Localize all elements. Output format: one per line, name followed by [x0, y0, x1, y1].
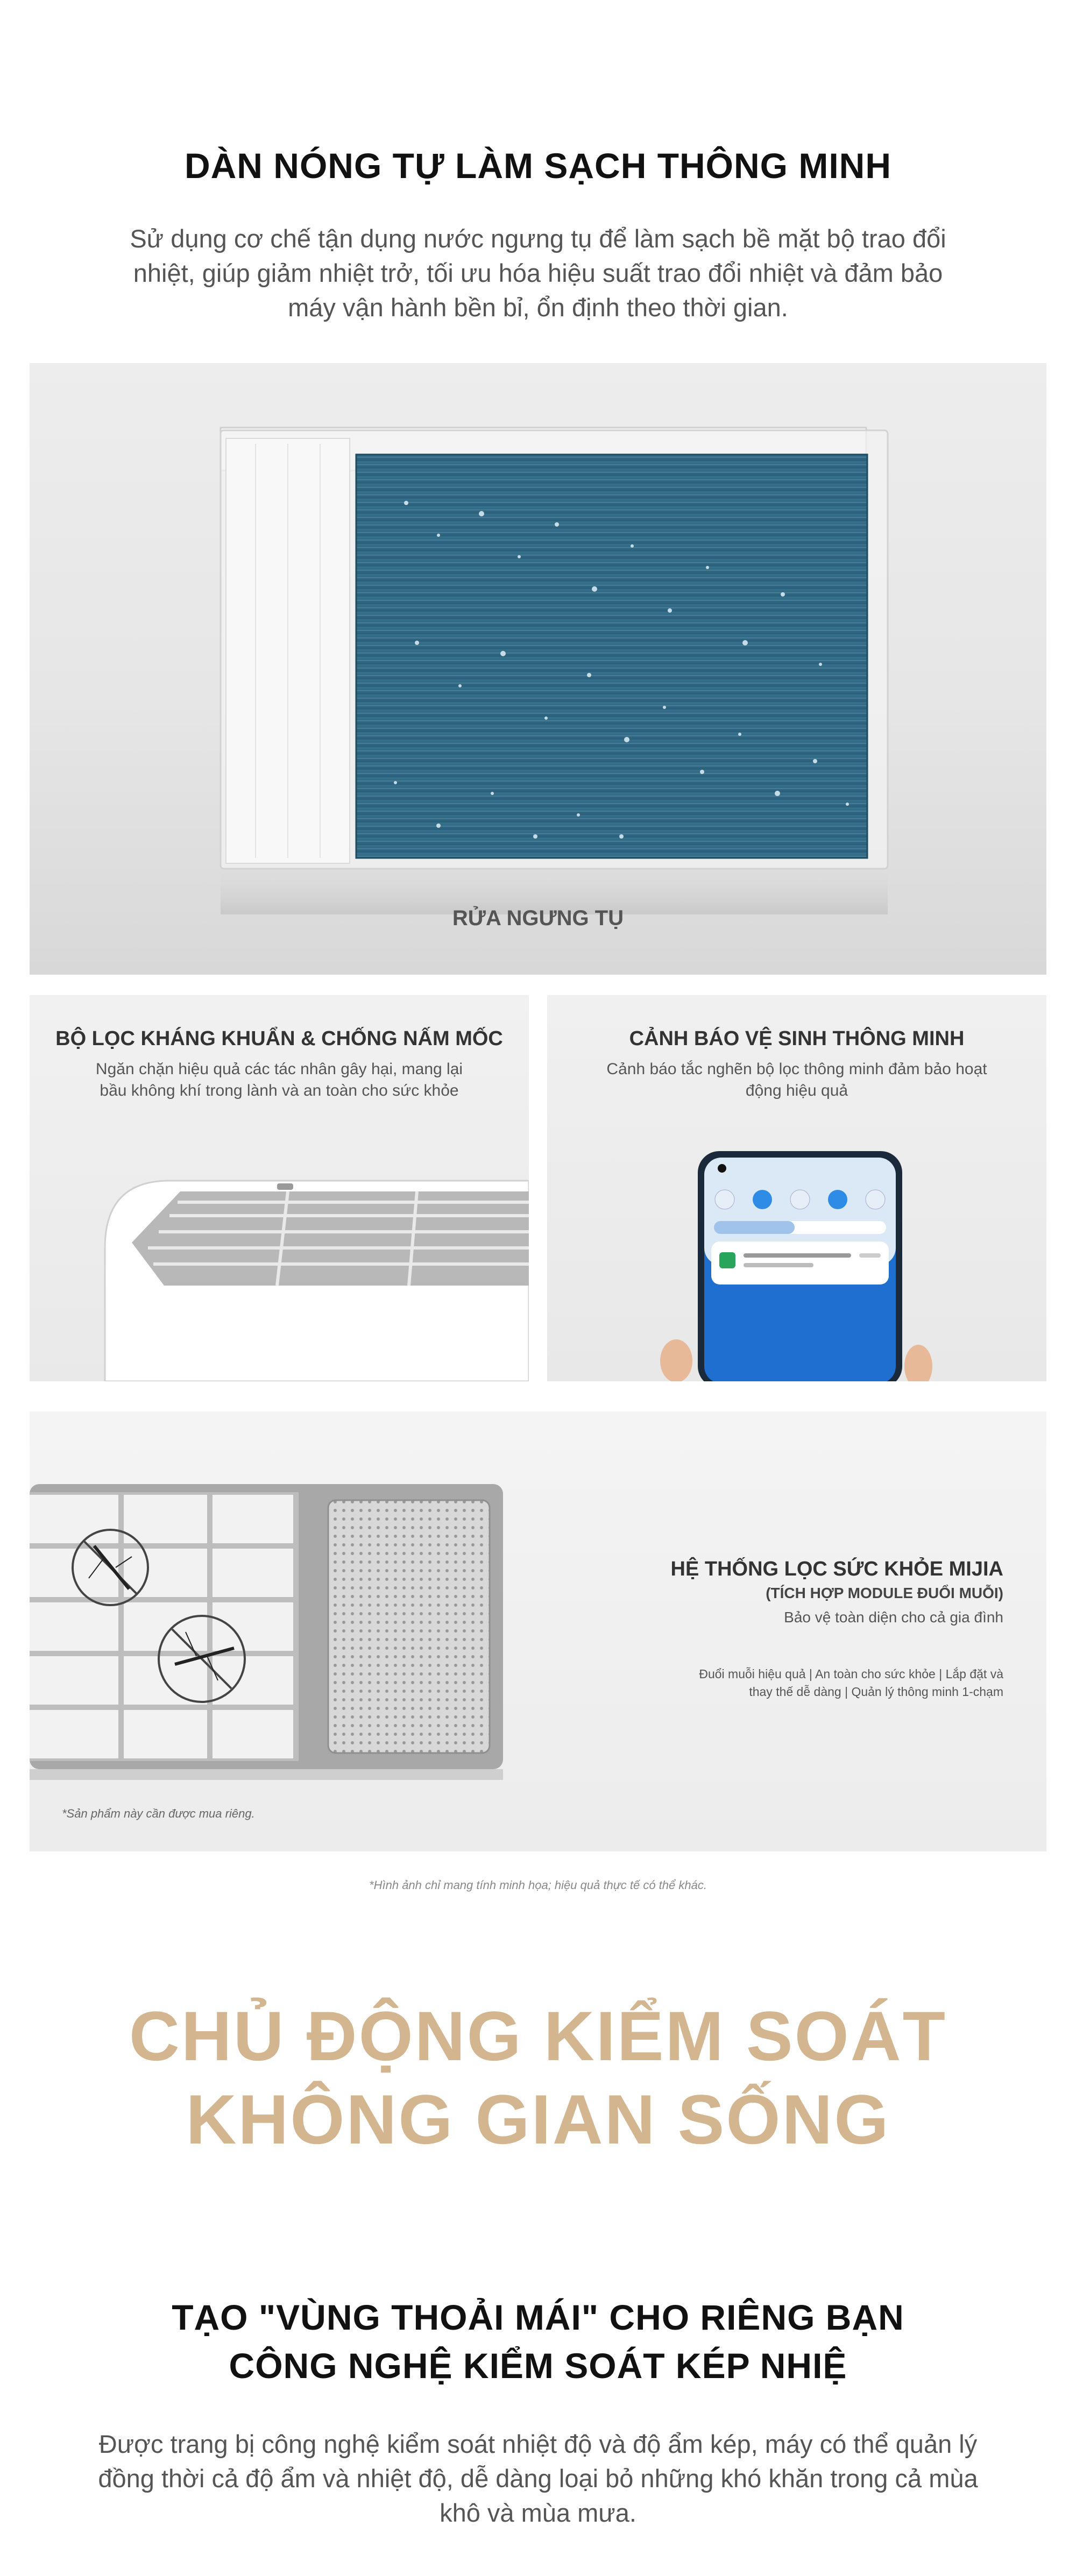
mijia-title: HỆ THỐNG LỌC SỨC KHỎE MIJIA — [670, 1558, 1003, 1580]
description-line: Ngăn chặn hiệu quả các tác nhân gây hại, mang lại — [95, 1060, 463, 1078]
condenser-cleaning-image — [30, 363, 1046, 975]
description-line: Được trang bị công nghệ kiểm soát nhiệt độ và độ ẩm kép, máy có thể quản lý — [98, 2430, 978, 2458]
feature-line: Đuổi muỗi hiệu quả | An toàn cho sức khỏe | Lắp đặt và — [699, 1667, 1003, 1681]
mijia-health-filtration-panel — [30, 1411, 1046, 1851]
section-description-dual-control — [54, 2427, 1022, 2530]
headline-line-2: KHÔNG GIAN SỐNG — [186, 2080, 890, 2159]
section-title-dual-control: CÔNG NGHỆ KIỂM SOÁT KÉP NHIỆ — [229, 2346, 847, 2386]
description-line: Sử dụng cơ chế tận dụng nước ngưng tụ để làm sạch bề mặt bộ trao đổi — [130, 224, 946, 253]
description-line: Cảnh báo tắc nghẽn bộ lọc thông minh đảm bảo hoạt — [606, 1060, 987, 1078]
mijia-features — [616, 1665, 1003, 1701]
image-caption: RỬA NGƯNG TỤ — [452, 906, 624, 930]
outdoor-unit-illustration — [30, 363, 1046, 975]
indoor-unit-filter-illustration — [30, 995, 529, 1381]
mijia-tagline: Bảo vệ toàn diện cho cả gia đình — [784, 1609, 1003, 1626]
phone-notification-illustration — [547, 995, 1046, 1381]
headline-line-1: CHỦ ĐỘNG KIỂM SOÁT — [129, 1997, 947, 2075]
sold-separately-note: *Sản phẩm này cần được mua riêng. — [62, 1807, 255, 1820]
illustration-disclaimer: *Hình ảnh chỉ mang tính minh họa; hiệu quả thực tế có thể khác. — [369, 1878, 707, 1892]
description-line: bầu không khí trong lành và an toàn cho sức khỏe — [100, 1082, 459, 1099]
section-title-comfort-zone: TẠO "VÙNG THOẢI MÁI" CHO RIÊNG BẠN — [172, 2297, 904, 2337]
mosquito-repellent-module-illustration — [30, 1411, 1046, 1851]
section-title-self-cleaning: DÀN NÓNG TỰ LÀM SẠCH THÔNG MINH — [184, 146, 891, 186]
description-line: khô và mùa mưa. — [440, 2499, 636, 2527]
description-line: động hiệu quả — [745, 1082, 848, 1099]
card-title: CẢNH BÁO VỆ SINH THÔNG MINH — [629, 1027, 965, 1050]
card-title: BỘ LỌC KHÁNG KHUẨN & CHỐNG NẤM MỐC — [55, 1027, 503, 1050]
section-description-self-cleaning — [81, 222, 995, 325]
card-smart-cleaning-alert — [547, 995, 1046, 1381]
description-line: máy vận hành bền bỉ, ổn định theo thời gian. — [288, 293, 788, 322]
mijia-subtitle: (TÍCH HỢP MODULE ĐUỔI MUỖI) — [766, 1585, 1003, 1601]
feature-line: thay thế dễ dàng | Quản lý thông minh 1-chạm — [749, 1685, 1003, 1699]
card-antibacterial-filter — [30, 995, 529, 1381]
description-line: nhiệt, giúp giảm nhiệt trở, tối ưu hóa hiệu suất trao đổi nhiệt và đảm bảo — [133, 259, 943, 287]
description-line: đồng thời cả độ ẩm và nhiệt độ, dễ dàng loại bỏ những khó khăn trong cả mùa — [98, 2464, 978, 2493]
